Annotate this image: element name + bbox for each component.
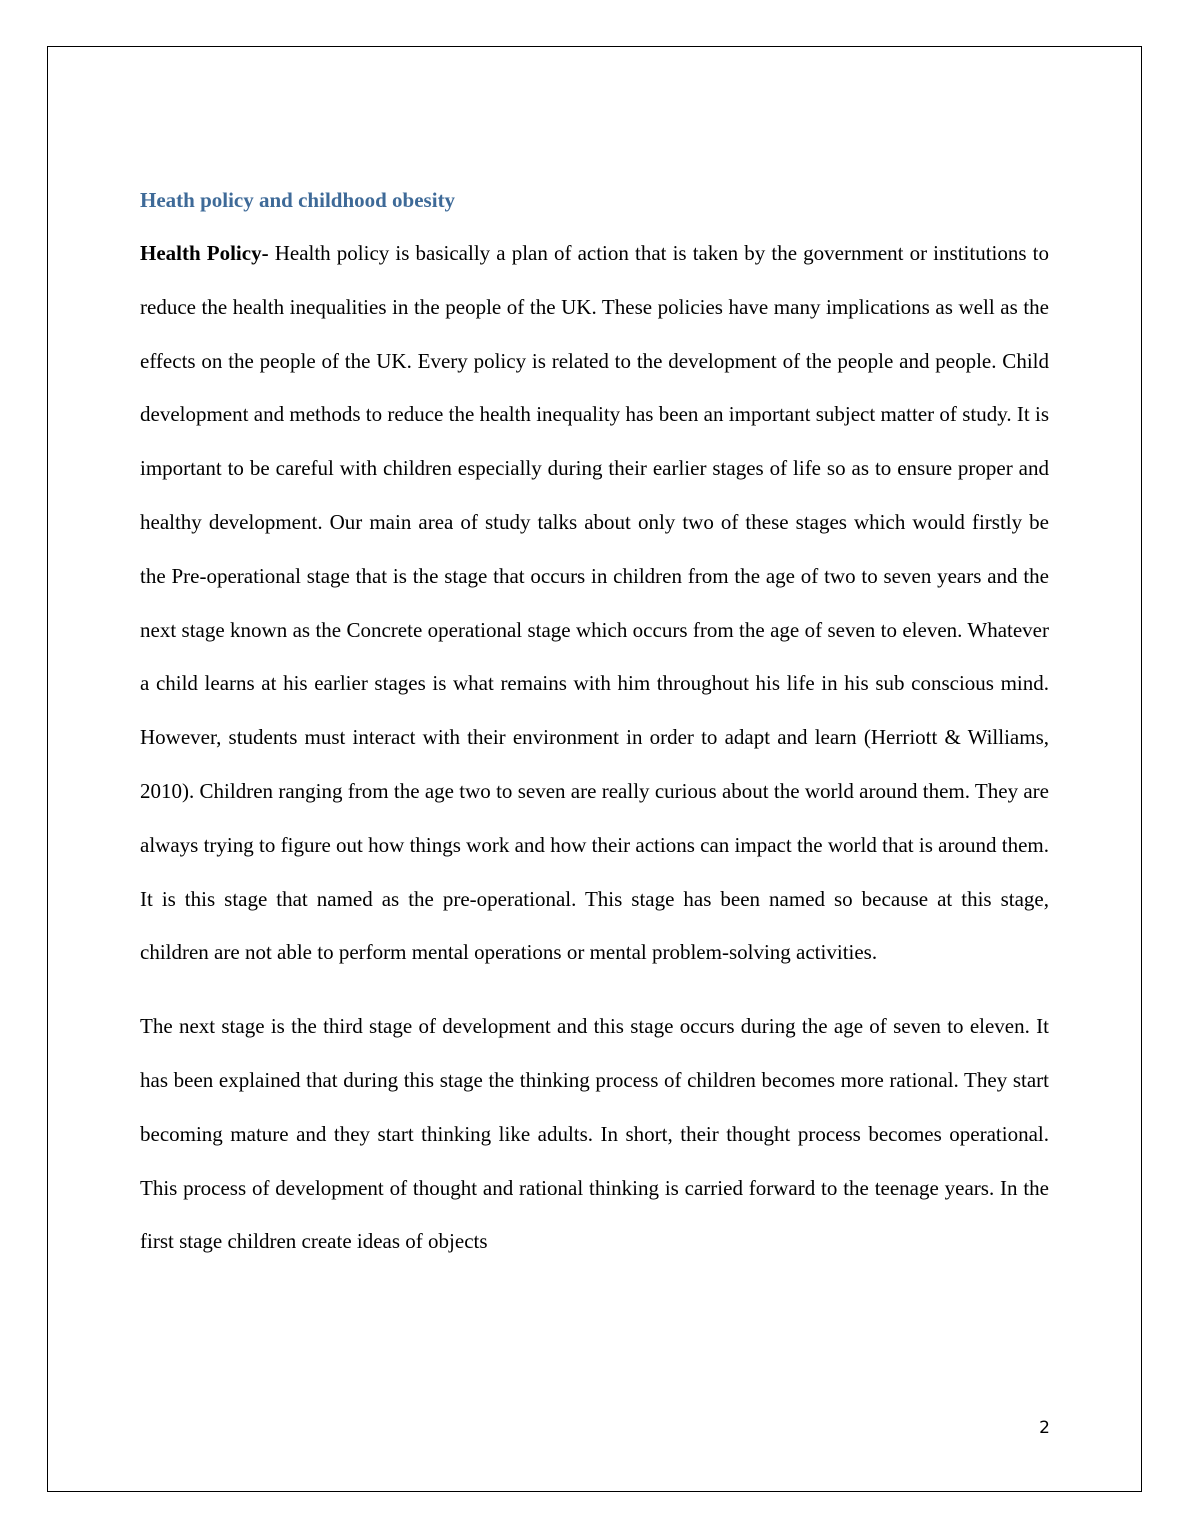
- document-body: [140, 183, 1049, 1269]
- paragraph-body-text: Health policy is basically a plan of action that is taken by the government or institutions to reduce the health inequalities in the people of the UK. These policies have many implications as well as the effects on the people of the UK. Every policy is related to the development of the people and people. Child development and methods to reduce the health inequality has been an important subject matter of study. It is important to be careful with children especially during their earlier stages of life so as to ensure proper and healthy development. Our main area of study talks about only two of these stages which would firstly be the Pre-operational stage that is the stage that occurs in children from the age of two to seven years and the next stage known as the Concrete operational stage which occurs from the age of seven to eleven. Whatever a child learns at his earlier stages is what remains with him throughout his life in his sub conscious mind. However, students must interact with their environment in order to adapt and learn (Herriott & Williams, 2010). Children ranging from the age two to seven are really curious about the world around them. They are always trying to figure out how things work and how their actions can impact the world that is around them. It is this stage that named as the pre-operational. This stage has been named so because at this stage, children are not able to perform mental operations or mental problem-solving activities.: [140, 241, 1049, 965]
- paragraph-health-policy: [140, 227, 1049, 980]
- paragraph-lead-term: Health Policy-: [140, 241, 269, 265]
- page-number: 2: [1039, 1418, 1050, 1438]
- section-heading: Heath policy and childhood obesity: [140, 188, 456, 212]
- paragraph-next-stage: The next stage is the third stage of development and this stage occurs during the age of seven to eleven. It has been explained that during this stage the thinking process of children becomes more rational. They start becoming mature and they start thinking like adults. In short, their thought process becomes operational. This process of development of thought and rational thinking is carried forward to the teenage years. In the first stage children create ideas of objects: [140, 1014, 1049, 1254]
